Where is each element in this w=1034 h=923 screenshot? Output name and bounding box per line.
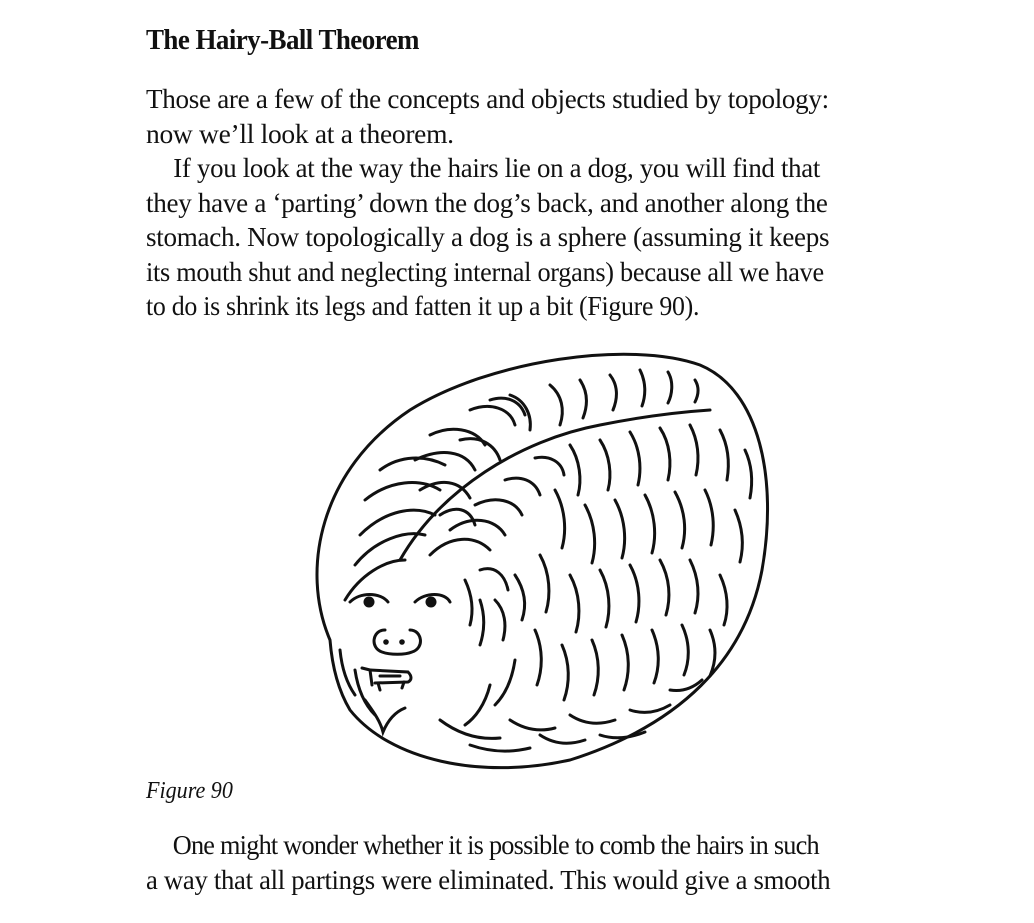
text-line: stomach. Now topologically a dog is a sphere (assuming it keeps (146, 221, 830, 252)
paragraph-dog-parting (146, 151, 946, 324)
text-line: they have a ‘parting’ down the dog’s back, and another along the (146, 186, 828, 218)
text-line: its mouth shut and neglecting internal organs) because all we have (146, 255, 824, 287)
right-nostril-icon (399, 639, 405, 645)
figure-caption: Figure 90 (146, 778, 233, 804)
paragraph-combing (146, 828, 946, 897)
hairy-ball-figure (300, 340, 780, 780)
text-line: a way that all partings were eliminated. This would give a smooth (146, 863, 831, 895)
paragraph-intro (146, 82, 946, 151)
right-eye-icon (426, 597, 437, 608)
section-heading: The Hairy-Ball Theorem (146, 24, 419, 56)
left-eye-icon (364, 597, 375, 608)
text-line: to do is shrink its legs and fatten it up a bit (Figure 90). (146, 290, 700, 321)
text-line: now we’ll look at a theorem. (146, 117, 454, 149)
hairy-ball-illustration-icon (300, 340, 780, 780)
left-nostril-icon (383, 639, 389, 645)
text-line: One might wonder whether it is possible to comb the hairs in such (172, 829, 819, 860)
text-line: If you look at the way the hairs lie on a dog, you will find that (173, 152, 820, 183)
text-line: Those are a few of the concepts and objects studied by topology: (146, 83, 829, 114)
